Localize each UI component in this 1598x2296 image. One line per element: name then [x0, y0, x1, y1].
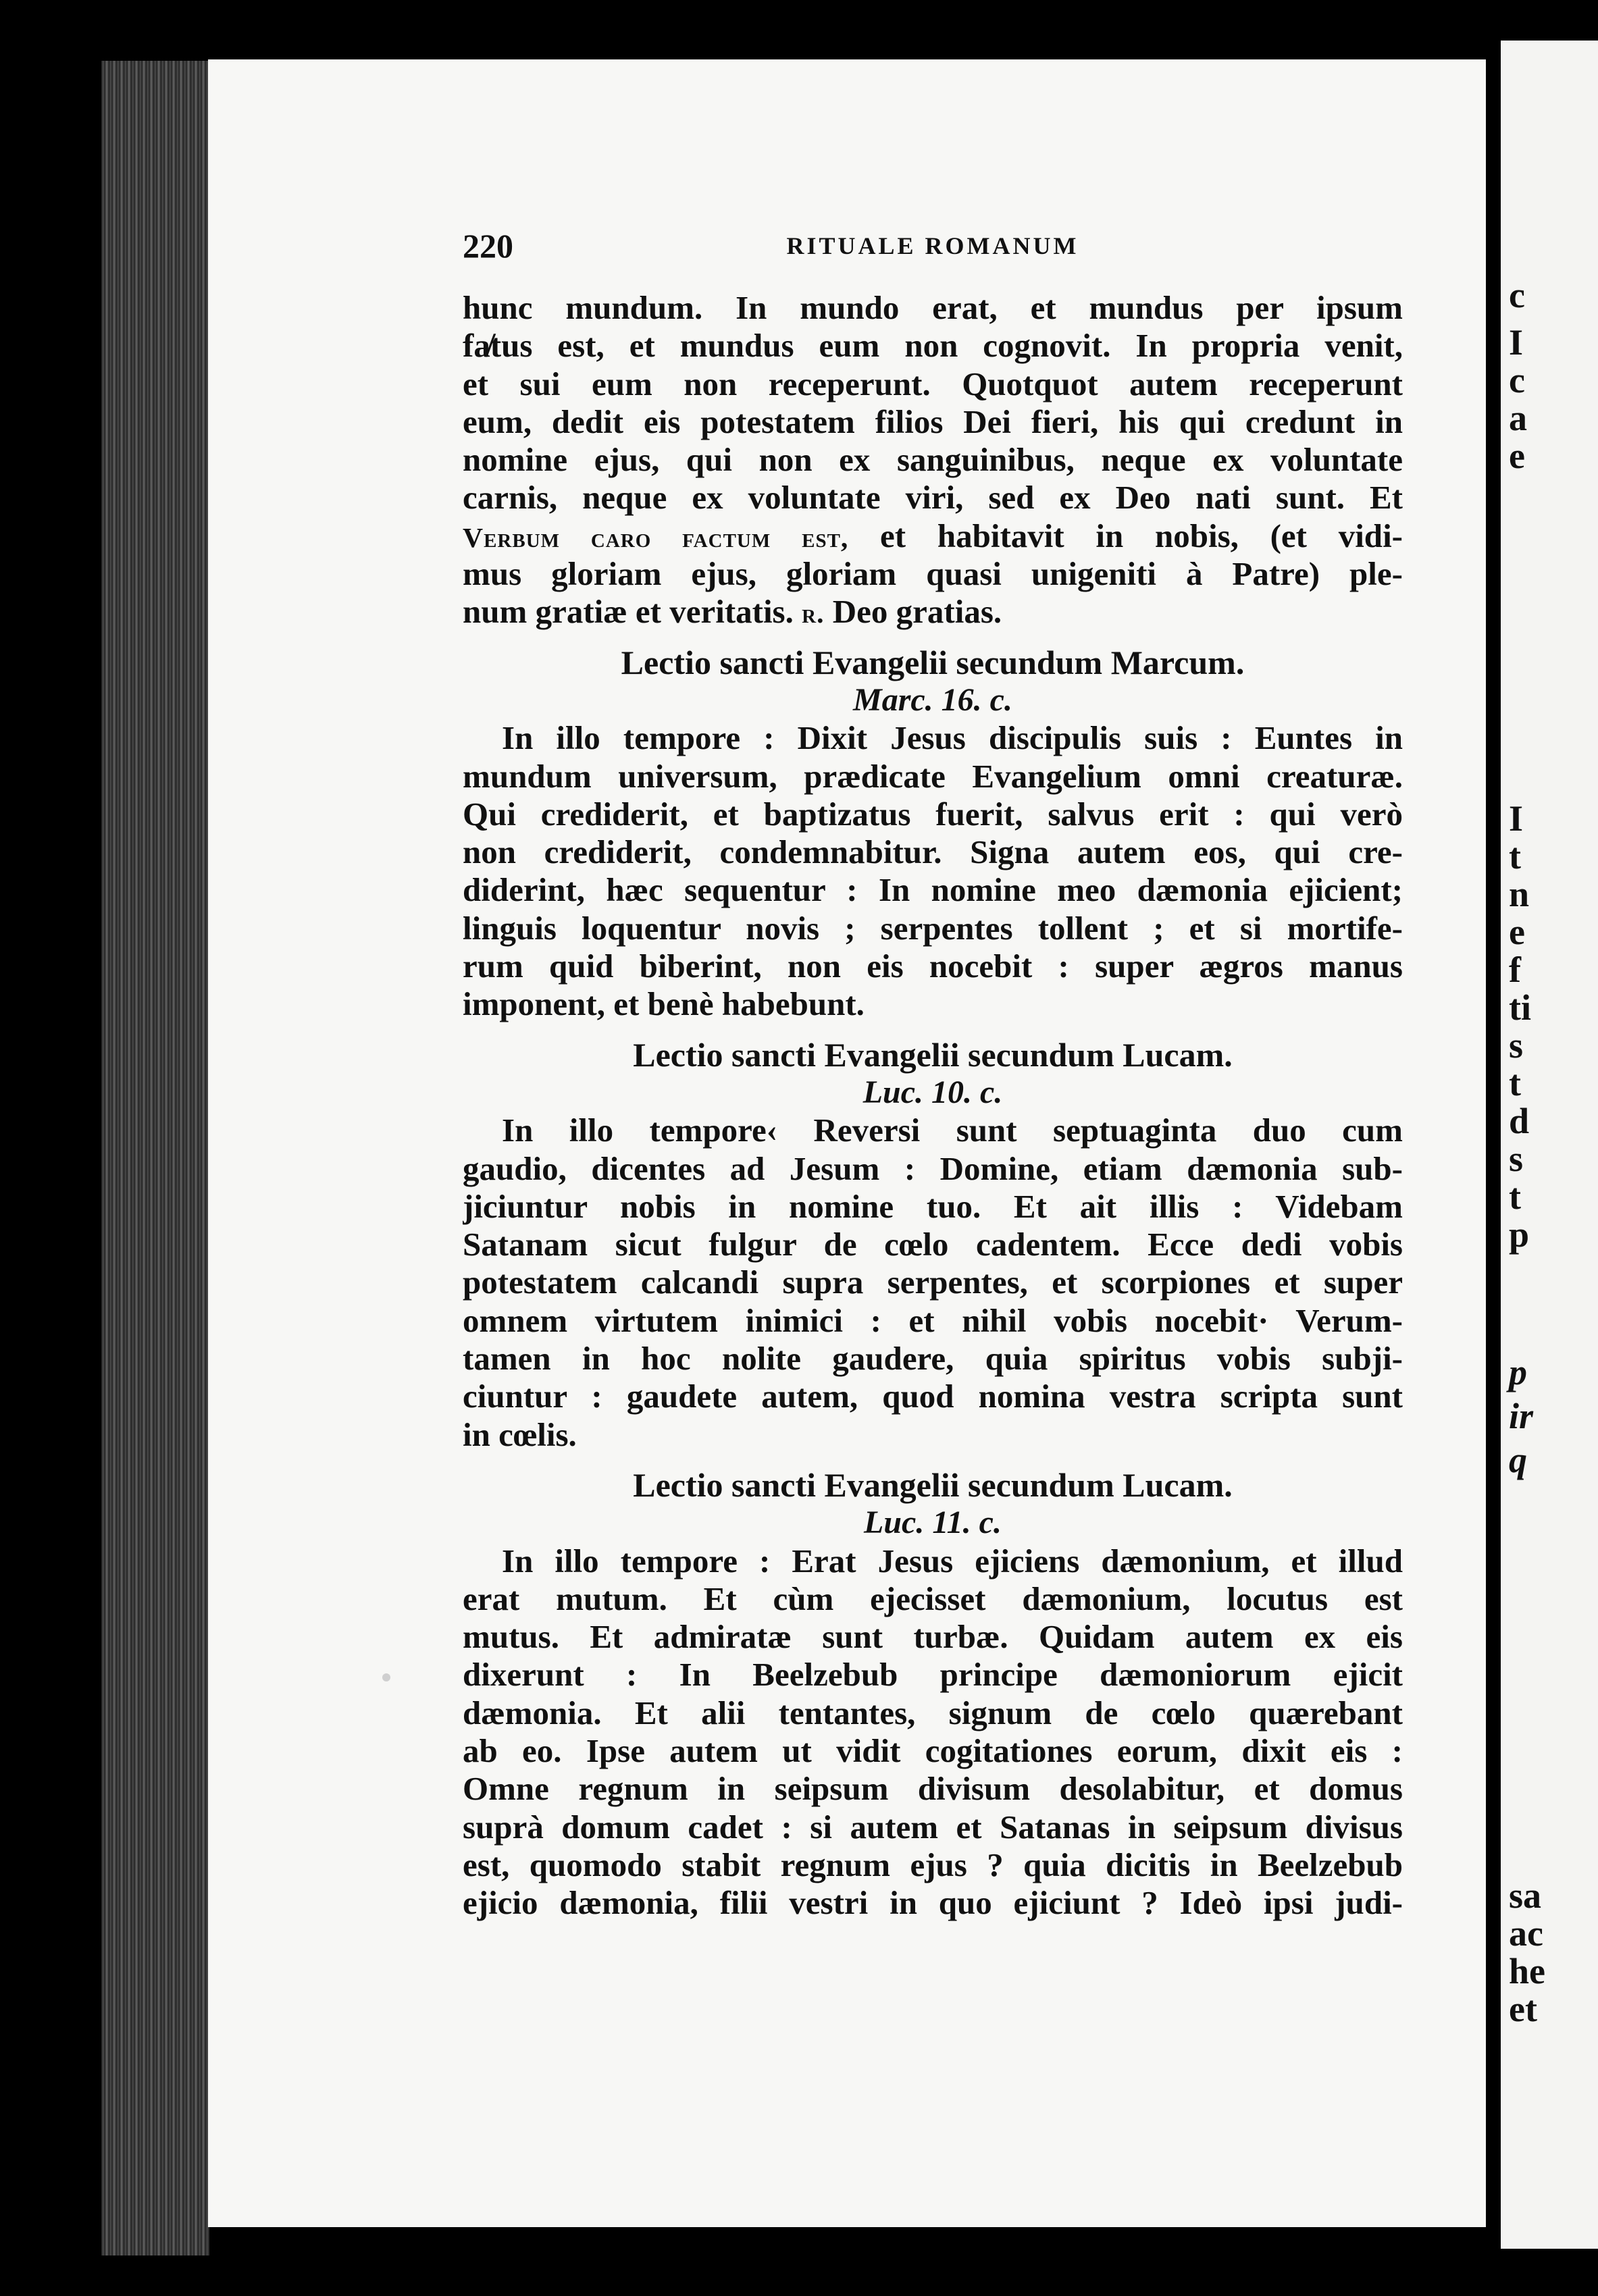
text-line: linguis loquentur novis ; serpentes tollent ; et si mortife- [463, 909, 1403, 947]
facing-fragment: t [1509, 1063, 1521, 1103]
text-line: tamen in hoc nolite gaudere, quia spiritus vobis subji- [463, 1340, 1403, 1378]
facing-page-strip [1501, 41, 1598, 2249]
text-line: In illo tempore‹ Reversi sunt septuaginta duo cum [502, 1112, 1403, 1149]
text-line: in cœlis. [463, 1415, 577, 1453]
text-line: omnem virtutem inimici : et nihil vobis nocebit· Verum- [463, 1301, 1403, 1339]
section-gap [463, 1454, 1403, 1466]
section-heading: Lectio sancti Evangelii secundum Lucam. [633, 1035, 1233, 1074]
facing-fragment: t [1509, 1176, 1521, 1217]
text-line: nomine ejus, qui non ex sanguinibus, neque ex voluntate [463, 441, 1403, 479]
text-fragment: et habitavit in nobis, (et vidi- [848, 517, 1403, 554]
text-line: mutus. Et admiratæ sunt turbæ. Quidam autem ex eis [463, 1618, 1403, 1656]
text-fragment: num gratiæ et veritatis. [463, 593, 802, 631]
verbum-caro-smallcaps: Verbum caro factum est, [463, 522, 849, 554]
text-line: non crediderit, condemnabitur. Signa autem eos, qui cre- [463, 833, 1403, 871]
text-line: potestatem calcandi supra serpentes, et scorpiones et super [463, 1263, 1403, 1301]
section-citation: Luc. 10. c. [862, 1074, 1003, 1110]
section-luke-11 [463, 1466, 1403, 1923]
text-line: jiciuntur nobis in nomine tuo. Et ait illis : Videbam [463, 1187, 1403, 1225]
facing-fragment: p [1509, 1214, 1530, 1255]
facing-fragment: d [1509, 1101, 1530, 1141]
facing-fragment: sa [1509, 1875, 1542, 1916]
text-line: gaudio, dicentes ad Jesum : Domine, etiam dæmonia sub- [463, 1149, 1403, 1187]
section-citation: Luc. 11. c. [864, 1505, 1002, 1541]
text-line: est, quomodo stabit regnum ejus ? quia dicitis in Beelzebub [463, 1846, 1403, 1883]
facing-fragment: et [1509, 1989, 1537, 2029]
section-citation: Marc. 16. c. [853, 681, 1012, 718]
text-line: et sui eum non receperunt. Quotquot autem receperunt [463, 365, 1403, 402]
facing-fragment: e [1509, 912, 1525, 952]
text-line [463, 593, 1403, 631]
facing-fragment: c [1509, 360, 1525, 400]
facing-fragment: t [1509, 836, 1521, 877]
facing-fragment: a [1509, 398, 1527, 438]
text-line: dæmonia. Et alii tentantes, signum de cœlo quærebant [463, 1694, 1403, 1731]
section-heading: Lectio sancti Evangelii secundum Lucam. [633, 1465, 1233, 1504]
facing-fragment: ir [1509, 1396, 1534, 1436]
text-line: imponent, et benè habebunt. [463, 985, 865, 1023]
text-line: ejicio dæmonia, filii vestri in quo ejiciunt ? Ideò ipsi judi- [463, 1884, 1403, 1922]
facing-fragment: p [1509, 1352, 1527, 1392]
text-line: Qui crediderit, et baptizatus fuerit, salvus erit : qui verò [463, 795, 1403, 833]
text-fragment: Deo gratias. [824, 593, 1002, 631]
text-line: suprà domum cadet : si autem et Satanas in seipsum divisus [463, 1808, 1403, 1846]
facing-fragment: he [1509, 1951, 1545, 1991]
text-line: mus gloriam ejus, gloriam quasi unigeniti à Patre) ple- [463, 555, 1403, 593]
book-gutter-edge [101, 61, 209, 2255]
facing-fragment: q [1509, 1440, 1527, 1480]
response-marker: r. [802, 598, 825, 630]
text-line: hunc mundum. In mundo erat, et mundus per ipsum [463, 289, 1403, 326]
text-line: In illo tempore : Dixit Jesus discipulis suis : Euntes in [502, 719, 1403, 757]
ink-speck [382, 1673, 390, 1681]
text-line: rum quid biberint, non eis nocebit : super ægros manus [463, 947, 1403, 985]
text-line: carnis, neque ex voluntate viri, sed ex Deo nati sunt. Et [463, 479, 1403, 517]
facing-fragment: s [1509, 1139, 1524, 1179]
text-line [463, 517, 1403, 555]
section-heading: Lectio sancti Evangelii secundum Marcum. [621, 643, 1245, 681]
page-header [463, 226, 1403, 267]
facing-fragment: ac [1509, 1913, 1543, 1954]
facing-fragment: s [1509, 1025, 1524, 1066]
facing-fragment: f [1509, 949, 1521, 990]
section-luke-10 [463, 1036, 1403, 1454]
text-line: fa̸tus est, et mundus eum non cognovit. In propria venit, [463, 327, 1403, 365]
section-gap [463, 1024, 1403, 1036]
running-title: RITUALE ROMANUM [786, 232, 1079, 259]
facing-fragment: n [1509, 874, 1530, 914]
text-line: eum, dedit eis potestatem filios Dei fieri, his qui credunt in [463, 402, 1403, 440]
text-line: ciuntur : gaudete autem, quod nomina vestra scripta sunt [463, 1378, 1403, 1415]
page-number: 220 [463, 227, 513, 265]
page-body [463, 289, 1403, 1922]
facing-fragment: e [1509, 436, 1525, 476]
facing-fragment: I [1509, 322, 1524, 363]
text-line: erat mutum. Et cùm ejecisset dæmonium, locutus est [463, 1580, 1403, 1617]
text-line: mundum universum, prædicate Evangelium omni creaturæ. [463, 757, 1403, 795]
facing-fragment: I [1509, 798, 1524, 839]
section-gap [463, 631, 1403, 644]
text-line: In illo tempore : Erat Jesus ejiciens dæmonium, et illud [502, 1542, 1403, 1580]
text-line: diderint, hæc sequentur : In nomine meo dæmonia ejicient; [463, 871, 1403, 909]
text-line: Satanam sicut fulgur de cœlo cadentem. Ecce dedi vobis [463, 1226, 1403, 1263]
text-line: dixerunt : In Beelzebub principe dæmoniorum ejicit [463, 1656, 1403, 1694]
facing-fragment: ti [1509, 987, 1531, 1028]
passage-john [463, 289, 1403, 631]
text-line: ab eo. Ipse autem ut vidit cogitationes eorum, dixit eis : [463, 1731, 1403, 1769]
text-line: Omne regnum in seipsum divisum desolabitur, et domus [463, 1770, 1403, 1808]
facing-fragment: c [1509, 275, 1525, 315]
section-mark [463, 644, 1403, 1024]
